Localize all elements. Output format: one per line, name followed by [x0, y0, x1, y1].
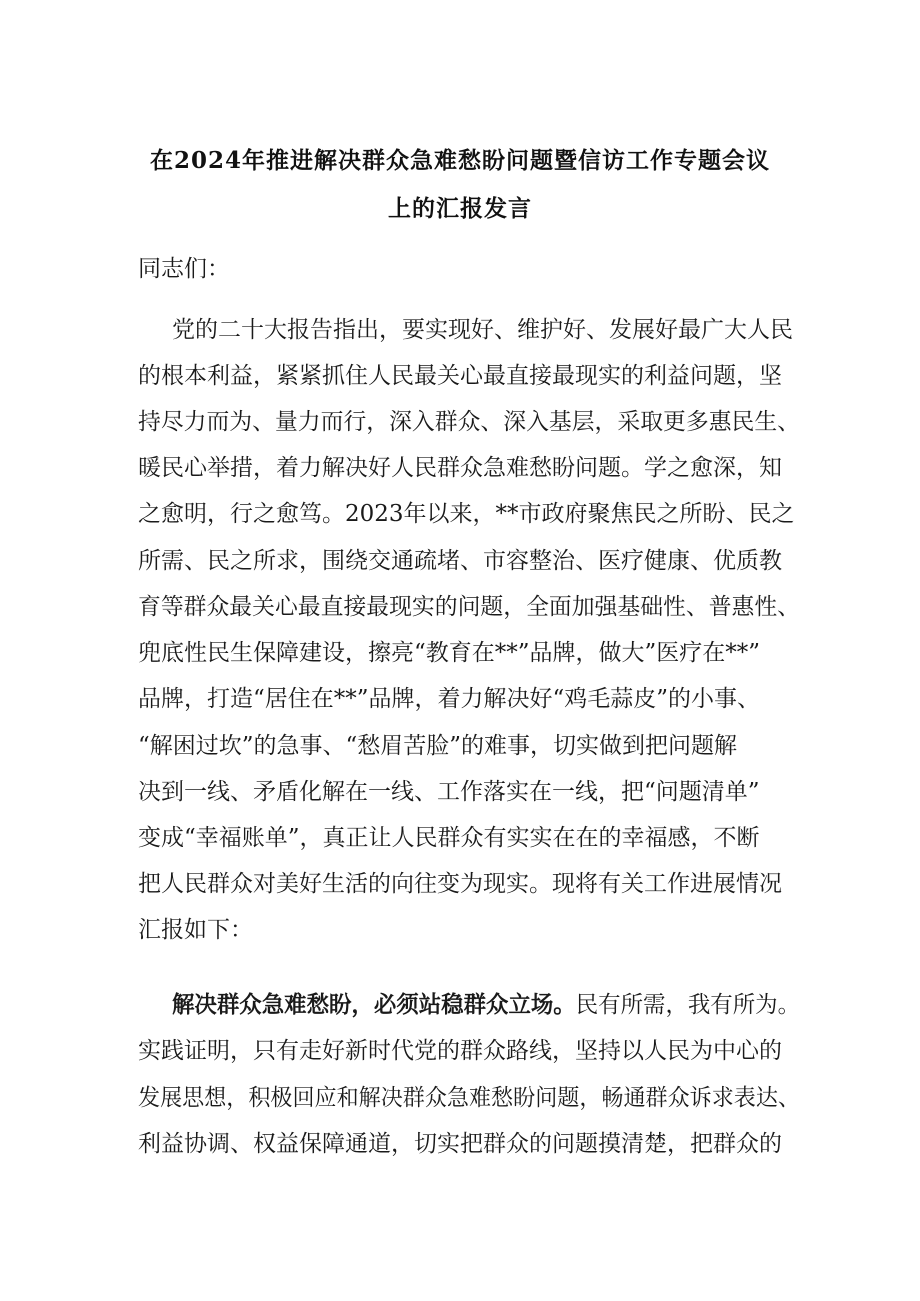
paragraph-line: 持尽力而为、量力而行，深入群众、深入基层，采取更多惠民生、	[138, 409, 800, 435]
paragraph-line: 党的二十大报告指出，要实现好、维护好、发展好最广大人民	[172, 317, 793, 343]
paragraph-line: 暖民心举措，着力解决好人民群众急难愁盼问题。学之愈深，知	[138, 455, 782, 481]
paragraph-line: 所需、民之所求，围绕交通疏堵、市容整治、医疗健康、优质教	[138, 548, 782, 574]
paragraph-line: 育等群众最关心最直接最现实的问题，全面加强基础性、普惠性、	[138, 594, 800, 620]
document-title-line-1: 在2024年推进解决群众急难愁盼问题暨信访工作专题会议	[149, 147, 770, 174]
paragraph-line: 变成“幸福账单”，真正让人民群众有实实在在的幸福感，不断	[138, 825, 760, 851]
paragraph-line: “解困过坎”的急事、“愁眉苦脸”的难事，切实做到把问题解	[138, 733, 738, 759]
section-heading: 解决群众急难愁盼，必须站稳群众立场。	[172, 991, 576, 1018]
paragraph-line: 之愈明，行之愈笃。2023年以来，**市政府聚焦民之所盼、民之	[138, 501, 795, 527]
paragraph-line: 的根本利益，紧紧抓住人民最关心最直接最现实的利益问题，坚	[138, 363, 782, 389]
paragraph-line: 决到一线、矛盾化解在一线、工作落实在一线，把“问题清单”	[138, 779, 760, 805]
paragraph-line: 品牌，打造“居住在**”品牌，着力解决好“鸡毛蒜皮”的小事、	[138, 686, 761, 712]
paragraph-line: 汇报如下：	[138, 917, 253, 943]
section-heading-tail: 民有所需，我有所为。	[575, 992, 801, 1018]
paragraph-first-line	[172, 990, 800, 1020]
paragraph-line: 实践证明，只有走好新时代党的群众路线，坚持以人民为中心的	[138, 1038, 782, 1064]
paragraph-line: 发展思想，积极回应和解决群众急难愁盼问题，畅通群众诉求表达、	[138, 1085, 800, 1111]
salutation: 同志们：	[138, 256, 230, 282]
paragraph-line: 把人民群众对美好生活的向往变为现实。现将有关工作进展情况	[138, 871, 782, 897]
paragraph-line: 利益协调、权益保障通道，切实把群众的问题摸清楚，把群众的	[138, 1131, 782, 1157]
paragraph-line: 兜底性民生保障建设，擦亮“教育在**”品牌，做大”医疗在**”	[138, 640, 761, 666]
document-title-line-2: 上的汇报发言	[388, 195, 532, 222]
